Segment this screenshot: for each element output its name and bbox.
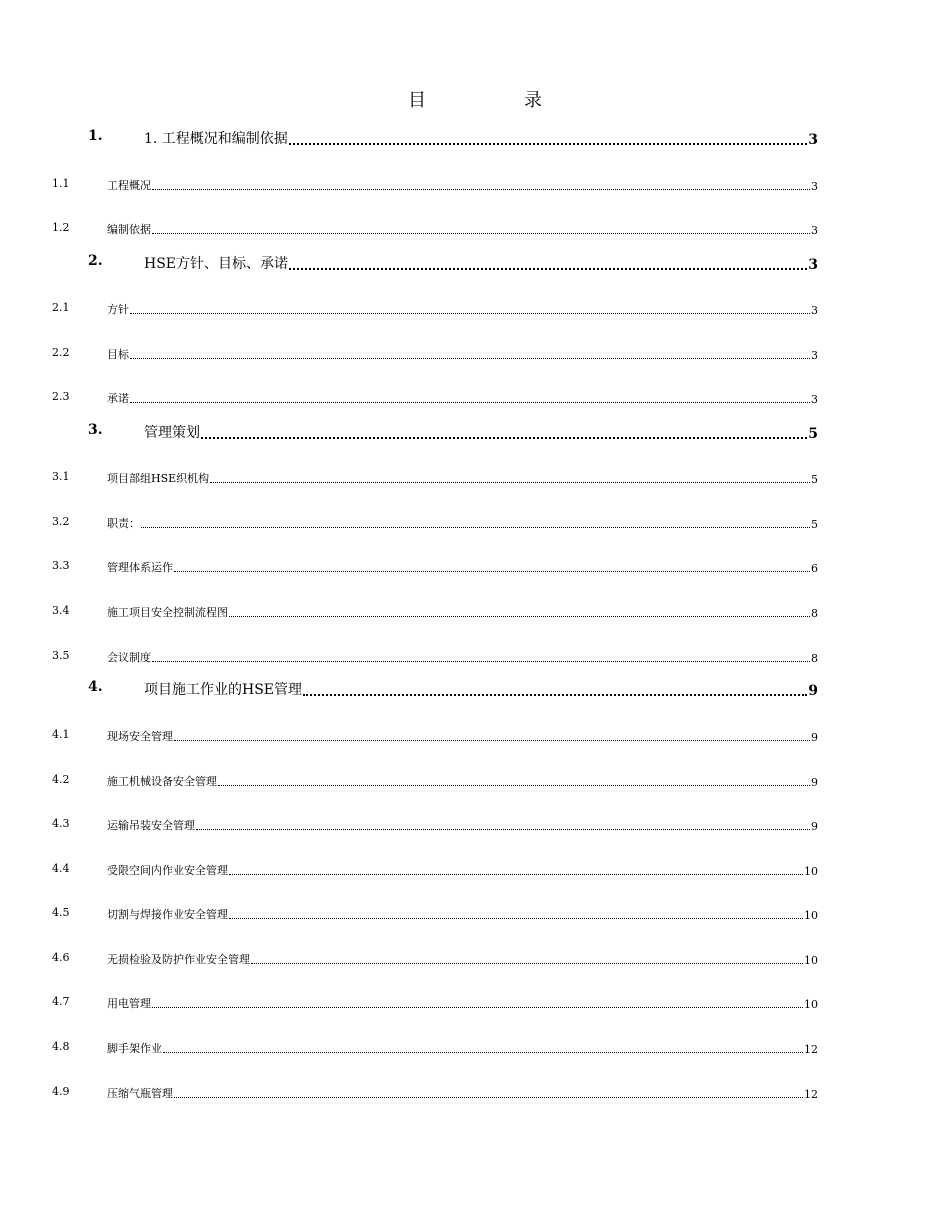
leader-dots [251,963,803,964]
leader-dots [289,268,807,270]
entry-number: 4.1 [52,728,70,741]
entry-title: HSE方针、目标、承诺 [144,256,289,272]
leader-dots [141,527,810,528]
entry-number: 4.2 [52,773,70,786]
leader-dots [130,313,810,314]
entry-page: 5 [811,518,818,531]
leader-dots [174,571,810,572]
toc-entry[interactable] [0,860,950,880]
entry-title: 管理体系运作 [107,561,173,574]
entry-title: 施工项目安全控制流程图 [107,606,228,619]
toc-entry[interactable] [0,647,950,667]
entry-number: 1.2 [52,221,70,234]
entry-title: 方针 [107,303,129,316]
entry-page: 3 [811,349,818,362]
toc-entry[interactable] [0,253,950,273]
toc-entry[interactable] [0,388,950,408]
entry-page: 5 [808,426,818,442]
entry-title: 目标 [107,348,129,361]
entry-number: 4.6 [52,951,70,964]
entry-title: 职责： [107,517,140,530]
entry-title: 管理策划 [144,425,200,441]
toc-entry[interactable] [0,1083,950,1103]
entry-page: 10 [804,954,818,967]
entry-page: 12 [804,1043,818,1056]
leader-dots [152,233,810,234]
entry-number: 4.7 [52,995,70,1008]
entry-number: 3.3 [52,559,70,572]
entry-number: 3. [88,422,103,438]
leader-dots [152,661,810,662]
entry-page: 3 [811,393,818,406]
entry-title: 项目部组HSE织机构 [107,472,210,485]
toc-entry[interactable] [0,513,950,533]
entry-number: 3.4 [52,604,70,617]
toc-entry[interactable] [0,904,950,924]
leader-dots [152,1007,803,1008]
entry-page: 12 [804,1088,818,1101]
leader-dots [201,437,807,439]
entry-title: 工程概况 [107,179,151,192]
toc-entry[interactable] [0,128,950,148]
entry-number: 4.4 [52,862,70,875]
leader-dots [229,918,803,919]
entry-page: 8 [811,607,818,620]
entry-number: 4. [88,679,103,695]
entry-page: 5 [811,473,818,486]
entry-number: 2. [88,253,103,269]
entry-page: 10 [804,909,818,922]
entry-number: 3.5 [52,649,70,662]
leader-dots [289,143,807,145]
leader-dots [174,740,810,741]
toc-entry[interactable] [0,726,950,746]
entry-title: 运输吊装安全管理 [107,819,195,832]
toc-entry[interactable] [0,815,950,835]
toc-entry[interactable] [0,771,950,791]
entry-title: 现场安全管理 [107,730,173,743]
entry-number: 4.9 [52,1085,70,1098]
leader-dots [218,785,810,786]
entry-number: 4.5 [52,906,70,919]
leader-dots [196,829,810,830]
entry-page: 9 [811,776,818,789]
entry-number: 3.2 [52,515,70,528]
entry-number: 2.3 [52,390,70,403]
toc-entry[interactable] [0,993,950,1013]
entry-page: 3 [811,224,818,237]
entry-number: 1. [88,128,103,144]
entry-number: 2.2 [52,346,70,359]
entry-page: 9 [811,731,818,744]
leader-dots [152,189,810,190]
entry-number: 2.1 [52,301,70,314]
entry-page: 9 [811,820,818,833]
entry-page: 10 [804,865,818,878]
toc-entry[interactable] [0,602,950,622]
leader-dots [174,1097,803,1098]
entry-page: 3 [811,180,818,193]
leader-dots [130,402,810,403]
entry-page: 8 [811,652,818,665]
leader-dots [229,616,810,617]
entry-number: 3.1 [52,470,70,483]
entry-title: 用电管理 [107,997,151,1010]
entry-title: 施工机械设备安全管理 [107,775,217,788]
leader-dots [229,874,803,875]
toc-entry[interactable] [0,175,950,195]
toc-entry[interactable] [0,679,950,699]
entry-title: 脚手架作业 [107,1042,162,1055]
entry-number: 4.8 [52,1040,70,1053]
entry-title: 受限空间内作业安全管理 [107,864,228,877]
entry-page: 9 [808,683,818,699]
entry-title: 项目施工作业的HSE管理 [144,682,303,698]
entry-title: 切割与焊接作业安全管理 [107,908,228,921]
toc-entry[interactable] [0,468,950,488]
entry-title: 无损检验及防护作业安全管理 [107,953,250,966]
toc-entry[interactable] [0,557,950,577]
leader-dots [210,482,810,483]
entry-page: 10 [804,998,818,1011]
toc-entry[interactable] [0,219,950,239]
toc-entry[interactable] [0,344,950,364]
entry-page: 3 [811,304,818,317]
toc-title: 目 录 [408,90,582,111]
entry-page: 3 [808,132,818,148]
toc-entry[interactable] [0,949,950,969]
entry-title: 压缩气瓶管理 [107,1087,173,1100]
entry-title: 1. 工程概况和编制依据 [144,131,288,147]
leader-dots [303,694,807,696]
leader-dots [163,1052,803,1053]
entry-page: 6 [811,562,818,575]
entry-title: 会议制度 [107,651,151,664]
leader-dots [130,358,810,359]
toc-entry[interactable] [0,299,950,319]
entry-title: 编制依据 [107,223,151,236]
entry-page: 3 [808,257,818,273]
toc-entry[interactable] [0,1038,950,1058]
entry-number: 4.3 [52,817,70,830]
toc-entry[interactable] [0,422,950,442]
entry-number: 1.1 [52,177,70,190]
entry-title: 承诺 [107,392,129,405]
